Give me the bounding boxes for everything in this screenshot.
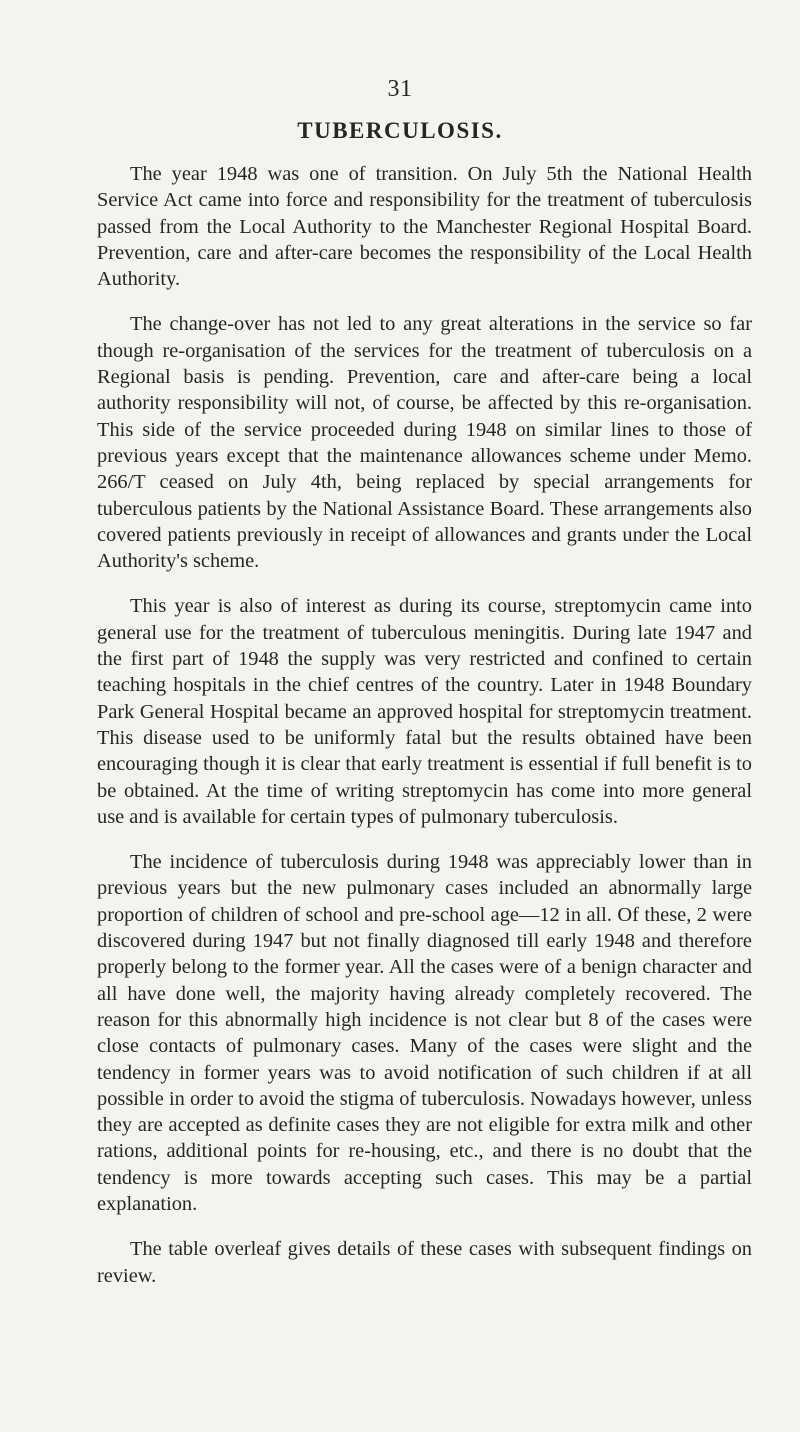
paragraph-transition: The year 1948 was one of transition. On July 5th the National Health Service Act came into force and responsibility for the treatment of tuberculosis passed from the Local Authority to the Manchester Regional Hospital Board. Prevention, care and after-care becomes the responsibility of the Local Health Authority.: [97, 163, 752, 291]
page-number: 31: [387, 76, 413, 102]
paragraph-change-over: The change-over has not led to any great alterations in the service so far though re-organisation of the services for the treatment of tuberculosis on a Regional basis is pending. Prevention, care and after-care being a local authority responsibility will not, of course, be affected by this re-organisation. This side of the service proceeded during 1948 on similar lines to those of previous years except that the maintenance allowances scheme under Memo. 266/T ceased on July 4th, being replaced by special arrangements for tuberculous patients by the National Assistance Board. These arrangements also covered patients previously in receipt of allowances and grants under the Local Authority's scheme.: [97, 313, 752, 573]
paragraph-streptomycin: This year is also of interest as during its course, streptomycin came into general use for the treatment of tuberculous meningitis. During late 1947 and the first part of 1948 the supply was very restricted and confined to certain teaching hospitals in the chief centres of the country. Later in 1948 Boundary Park General Hospital became an approved hospital for streptomycin treatment. This disease used to be uniformly fatal but the results obtained have been encouraging though it is clear that early treatment is essential if full benefit is to be obtained. At the time of writing streptomycin has come into more general use and is available for certain types of pulmonary tuberculosis.: [97, 595, 752, 828]
body-text: [97, 161, 752, 1308]
paragraph-table-reference: The table overleaf gives details of these cases with subsequent findings on review.: [97, 1238, 752, 1287]
paragraph-incidence: The incidence of tuberculosis during 1948 was appreciably lower than in previous years but the new pulmonary cases included an abnormally large proportion of children of school and pre-school age—12 in all. Of these, 2 were discovered during 1947 but not finally diagnosed till early 1948 and therefore properly belong to the former year. All the cases were of a benign character and all have done well, the majority having already completely recovered. The reason for this abnormally high incidence is not clear but 8 of the cases were close contacts of pulmonary cases. Many of the cases were slight and the tendency in former years was to avoid notification of such children if at all possible in order to avoid the stigma of tuberculosis. Nowadays however, unless they are accepted as definite cases they are not eligible for extra milk and other rations, additional points for re-housing, etc., and there is no doubt that the tendency is more towards accepting such cases. This may be a partial explanation.: [97, 851, 752, 1215]
page-title: TUBERCULOSIS.: [297, 118, 503, 143]
